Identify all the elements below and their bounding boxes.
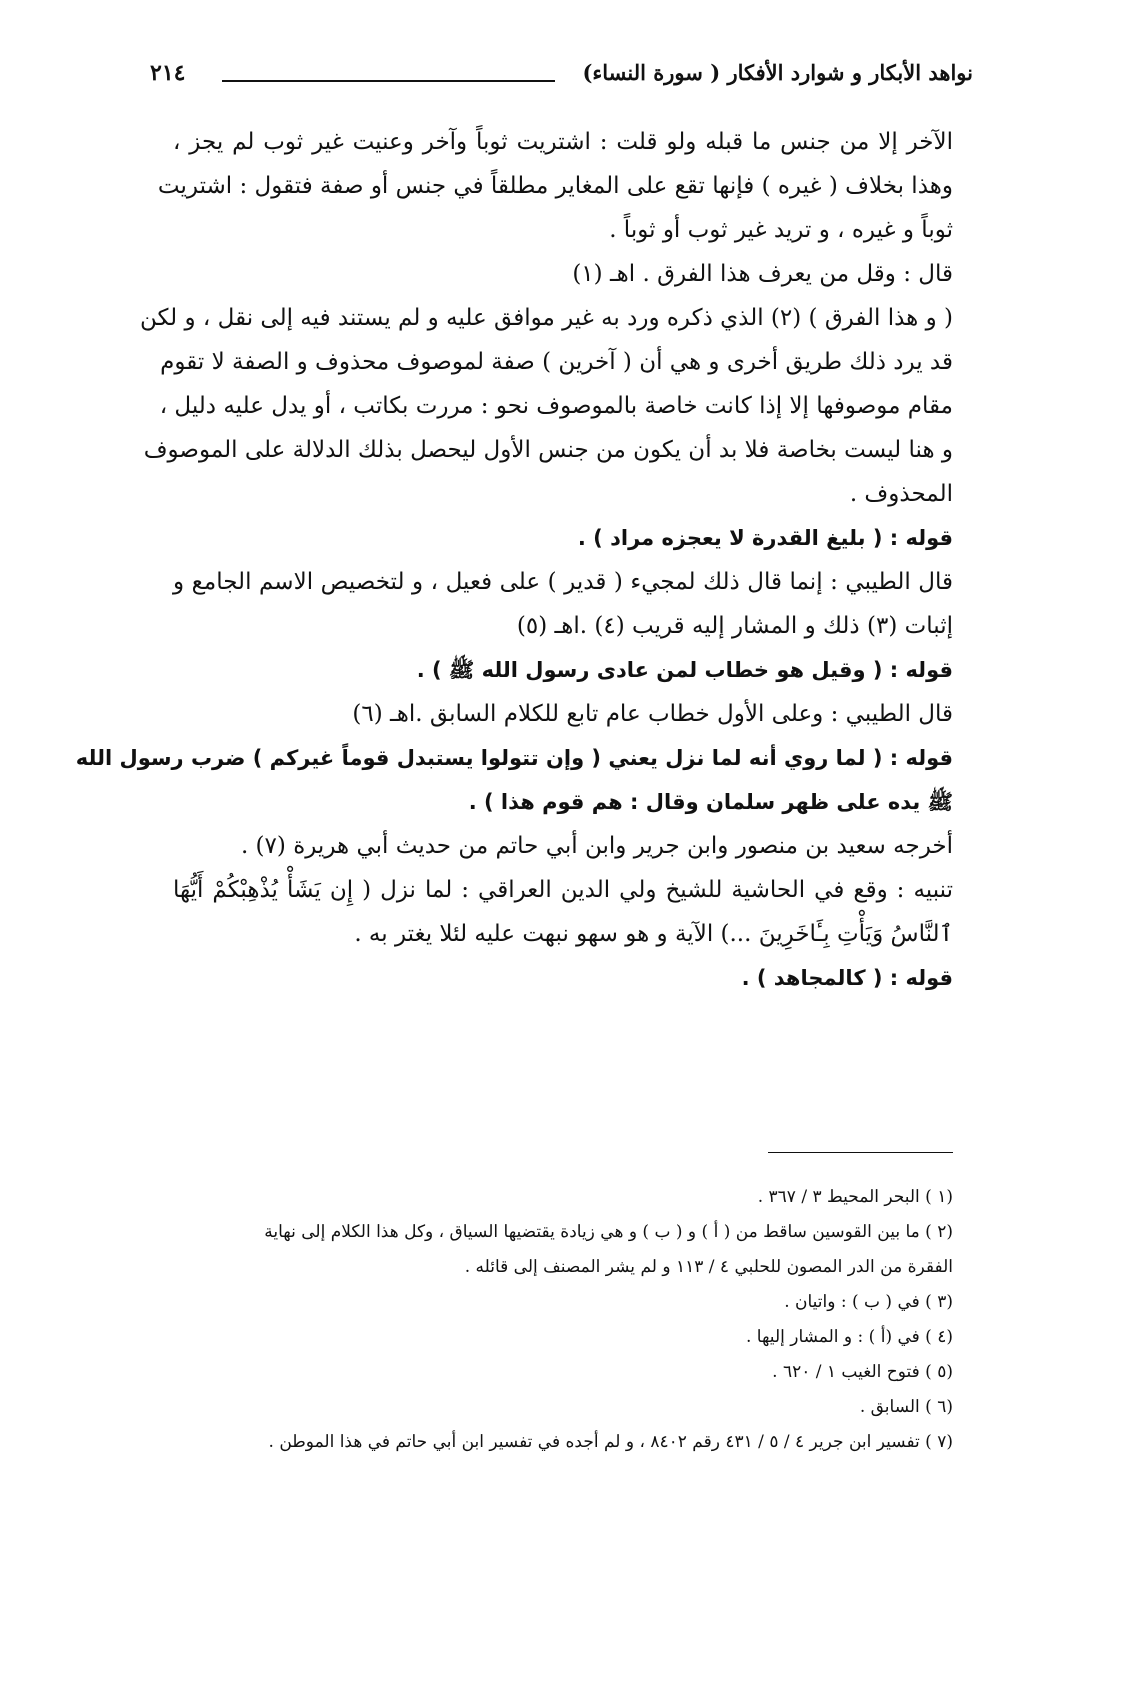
heading-line: قوله : ( كالمجاهد ) .: [741, 966, 953, 990]
text-line: مقام موصوفها إلا إذا كانت خاصة بالموصوف نحو : مررت بكاتب ، أو يدل عليه دليل ،: [159, 393, 953, 419]
text-line: إثبات (٣) ذلك و المشار إليه قريب (٤) .اهـ (٥): [516, 613, 953, 639]
main-text: [75, 120, 953, 1000]
text-line: قال الطيبي : إنما قال ذلك لمجيء ( قدير ) على فعيل ، و لتخصيص الاسم الجامع و: [173, 569, 953, 595]
footnote: (٧ ) تفسير ابن جرير ٤ / ٥ / ٤٣١ رقم ٨٤٠٢ ، و لم أجده في تفسير ابن أبي حاتم في هذا الموطن .: [268, 1432, 953, 1452]
footnotes: [173, 1180, 953, 1460]
page-number: ٢١٤: [150, 60, 186, 86]
text-line: أخرجه سعيد بن منصور وابن جرير وابن أبي حاتم من حديث أبي هريرة (٧) .: [240, 833, 953, 859]
heading-line: قوله : ( لما روي أنه لما نزل يعني ( وإن تتولوا يستبدل قوماً غيركم ) ضرب رسول الله: [75, 746, 953, 770]
text-line: ثوباً و غيره ، و تريد غير ثوب أو ثوباً .: [609, 217, 953, 243]
text-line: قال الطيبي : وعلى الأول خطاب عام تابع للكلام السابق .اهـ (٦): [352, 701, 953, 727]
heading-line: قوله : ( بليغ القدرة لا يعجزه مراد ) .: [577, 526, 953, 550]
text-line: ٱلنَّاسُ وَيَأْتِ بِـَٔاخَرِينَ ...) الآية و هو سهو نبهت عليه لئلا يغتر به .: [354, 921, 953, 947]
text-line: قد يرد ذلك طريق أخرى و هي أن ( آخرين ) صفة لموصوف محذوف و الصفة لا تقوم: [160, 349, 953, 375]
text-line: و هنا ليست بخاصة فلا بد أن يكون من جنس الأول ليحصل بذلك الدلالة على الموصوف: [143, 437, 953, 463]
header-title: نواهد الأبكار و شوارد الأفكار ( سورة النساء): [582, 60, 973, 85]
text-line: تنبيه : وقع في الحاشية للشيخ ولي الدين العراقي : لما نزل ( إِن يَشَأْ يُذْهِبْكُمْ أَيُّهَا: [173, 877, 953, 903]
text-line: قال : وقل من يعرف هذا الفرق . اهـ (١): [572, 261, 953, 287]
text-line: ( و هذا الفرق ) (٢) الذي ذكره ورد به غير موافق عليه و لم يستند فيه إلى نقل ، و لكن: [139, 305, 953, 331]
footnote-separator: [768, 1152, 953, 1153]
text-line: الآخر إلا من جنس ما قبله ولو قلت : اشتريت ثوباً وآخر وعنيت غير ثوب لم يجز ،: [173, 129, 953, 155]
footnote: (٣ ) في ( ب ) : واتيان .: [784, 1292, 953, 1312]
header-rule: [222, 80, 555, 82]
footnote: (٢ ) ما بين القوسين ساقط من ( أ ) و ( ب ) و هي زيادة يقتضيها السياق ، وكل هذا الكلام إلى نهاية: [264, 1222, 953, 1242]
running-header: [150, 58, 973, 98]
text-line: المحذوف .: [849, 481, 953, 507]
footnote: (٥ ) فتوح الغيب ١ / ٦٢٠ .: [772, 1362, 953, 1382]
footnote: (١ ) البحر المحيط ٣ / ٣٦٧ .: [757, 1187, 953, 1207]
footnote: (٤ ) في (أ ) : و المشار إليها .: [745, 1327, 953, 1347]
heading-line: قوله : ( وقيل هو خطاب لمن عادى رسول الله ﷺ ) .: [416, 658, 953, 682]
footnote: الفقرة من الدر المصون للحلبي ٤ / ١١٣ و لم يشر المصنف إلى قائله .: [464, 1257, 953, 1277]
text-line: وهذا بخلاف ( غيره ) فإنها تقع على المغاير مطلقاً في جنس أو صفة فتقول : اشتريت: [157, 173, 953, 199]
heading-line: ﷺ يده على ظهر سلمان وقال : هم قوم هذا ) .: [468, 790, 953, 814]
footnote: (٦ ) السابق .: [859, 1397, 953, 1417]
